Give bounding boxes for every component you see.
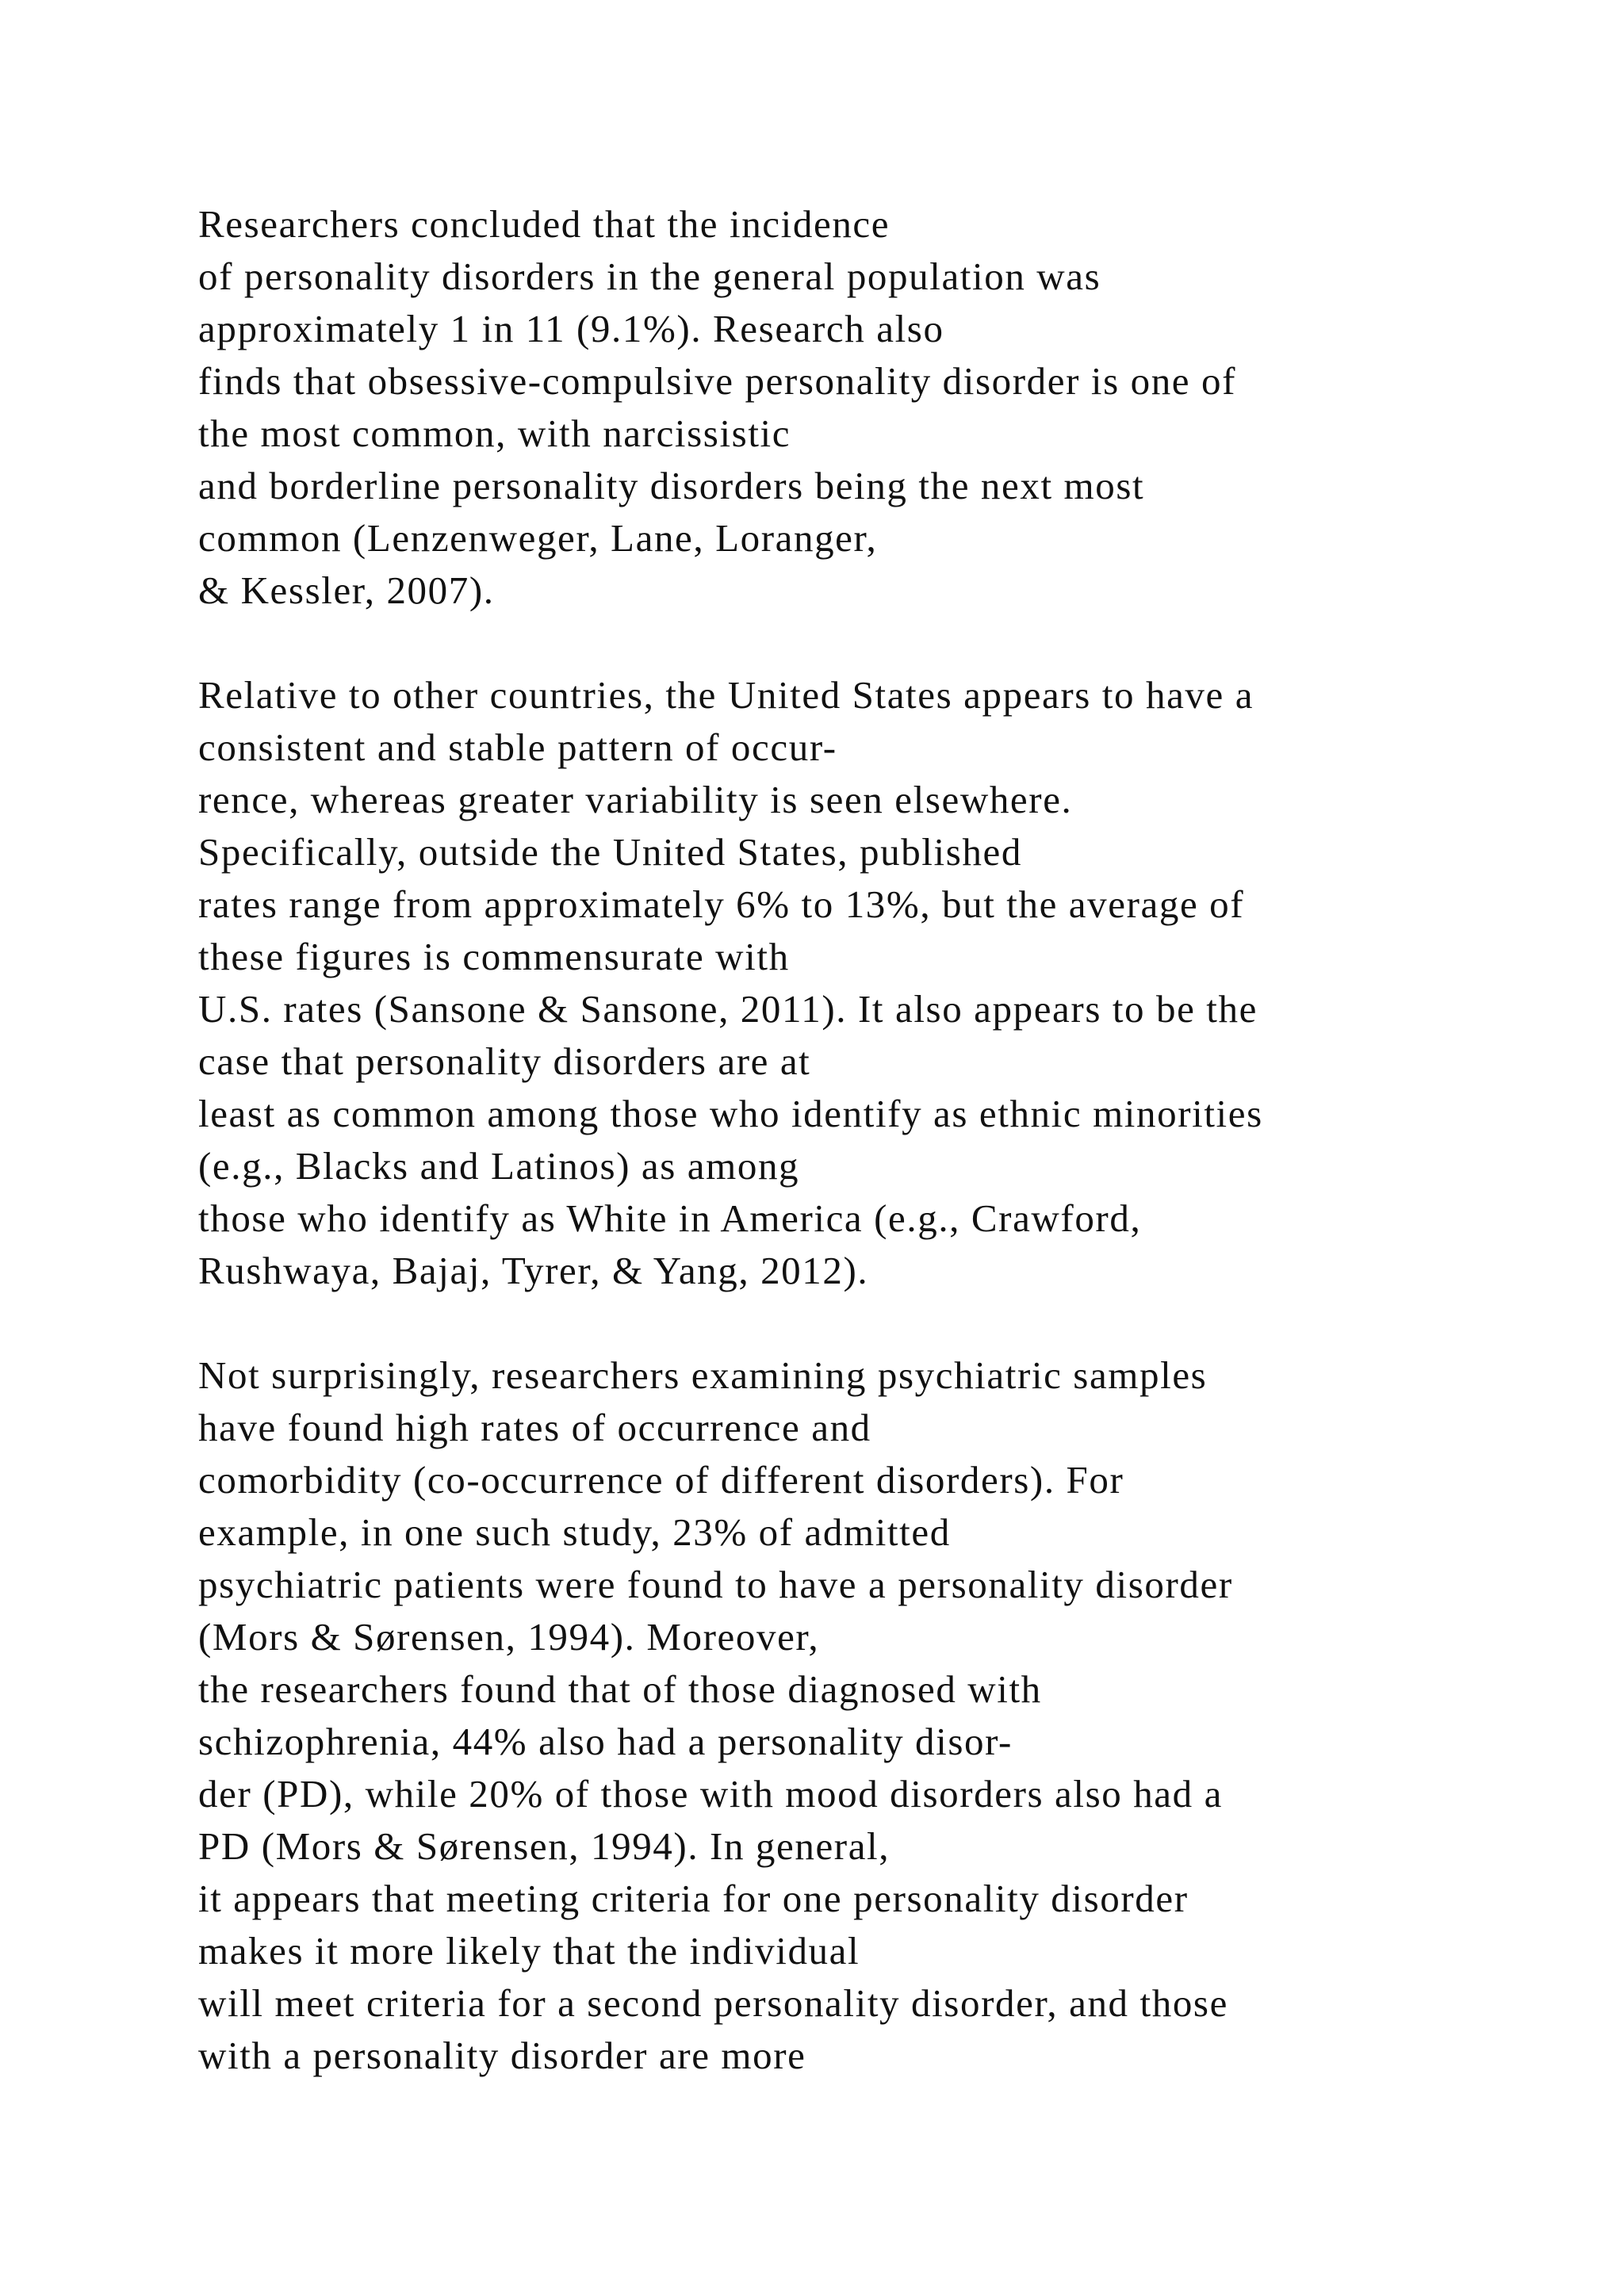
text-line: it appears that meeting criteria for one personality disorder: [198, 1877, 1189, 1920]
text-line: Researchers concluded that the incidence: [198, 202, 891, 246]
text-line: these figures is commensurate with: [198, 935, 790, 978]
text-line: & Kessler, 2007).: [198, 568, 495, 612]
text-line: Specifically, outside the United States, published: [198, 830, 1022, 874]
text-line: (e.g., Blacks and Latinos) as among: [198, 1144, 800, 1188]
text-line: those who identify as White in America (e.g., Crawford,: [198, 1196, 1142, 1240]
text-line: consistent and stable pattern of occur-: [198, 725, 837, 769]
paragraph-2: [198, 669, 1610, 1297]
text-line: case that personality disorders are at: [198, 1039, 811, 1083]
text-line: Not surprisingly, researchers examining psychiatric samples: [198, 1353, 1208, 1397]
text-line: PD (Mors & Sørensen, 1994). In general,: [198, 1824, 891, 1868]
paragraph-1: [198, 198, 1610, 617]
text-line: (Mors & Sørensen, 1994). Moreover,: [198, 1615, 820, 1659]
text-line: comorbidity (co-occurrence of different disorders). For: [198, 1458, 1124, 1502]
paragraph-3: [198, 1349, 1610, 2082]
text-line: schizophrenia, 44% also had a personality disor-: [198, 1720, 1013, 1763]
text-line: the most common, with narcissistic: [198, 411, 791, 455]
text-line: the researchers found that of those diagnosed with: [198, 1667, 1042, 1711]
text-line: rates range from approximately 6% to 13%, but the average of: [198, 882, 1245, 926]
text-line: rence, whereas greater variability is seen elsewhere.: [198, 778, 1073, 821]
text-line: with a personality disorder are more: [198, 2034, 806, 2077]
text-line: common (Lenzenweger, Lane, Loranger,: [198, 516, 878, 560]
text-line: der (PD), while 20% of those with mood disorders also had a: [198, 1772, 1223, 1816]
text-line: U.S. rates (Sansone & Sansone, 2011). It also appears to be the: [198, 987, 1258, 1031]
text-line: makes it more likely that the individual: [198, 1929, 860, 1973]
text-line: least as common among those who identify as ethnic minorities: [198, 1092, 1263, 1135]
text-line: of personality disorders in the general population was: [198, 254, 1101, 298]
text-line: approximately 1 in 11 (9.1%). Research also: [198, 307, 944, 350]
text-line: psychiatric patients were found to have a personality disorder: [198, 1563, 1233, 1606]
text-line: Relative to other countries, the United States appears to have a: [198, 673, 1254, 717]
text-line: will meet criteria for a second personality disorder, and those: [198, 1981, 1228, 2025]
text-line: and borderline personality disorders being the next most: [198, 464, 1145, 507]
text-line: finds that obsessive-compulsive personality disorder is one of: [198, 359, 1237, 403]
text-line: example, in one such study, 23% of admitted: [198, 1510, 951, 1554]
text-line: Rushwaya, Bajaj, Tyrer, & Yang, 2012).: [198, 1249, 869, 1292]
text-line: have found high rates of occurrence and: [198, 1406, 871, 1449]
body-text: [198, 198, 1610, 2134]
